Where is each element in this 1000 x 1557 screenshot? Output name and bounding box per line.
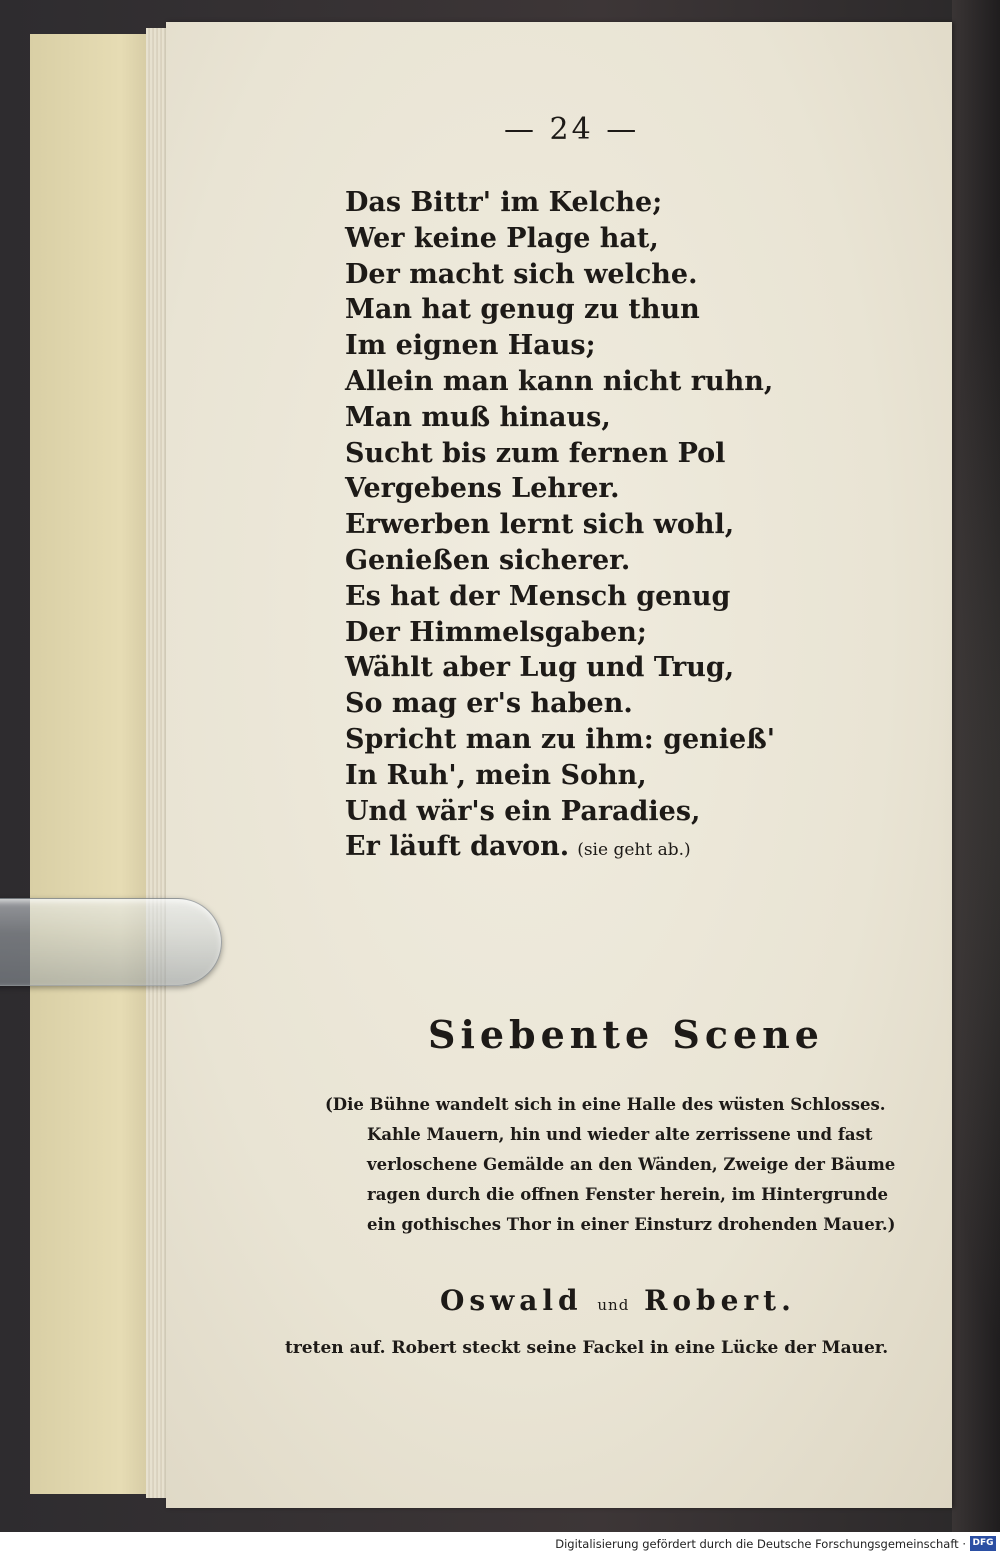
verse-line: Sucht bis zum fernen Pol	[345, 437, 726, 469]
verse-line: Vergebens Lehrer.	[345, 473, 620, 505]
verse-block	[345, 185, 775, 869]
funding-notice: Digitalisierung gefördert durch die Deutsche Forschungsgemeinschaft ·	[555, 1537, 966, 1551]
verse-line: Das Bittr' im Kelche;	[345, 187, 663, 218]
character-name: Oswald	[440, 1284, 583, 1317]
verse-line: Wählt aber Lug und Trug,	[345, 652, 735, 684]
verse-line: Der Himmelsgaben;	[345, 616, 647, 648]
verse-line: Allein man kann nicht ruhn,	[345, 365, 774, 397]
verse-line: Spricht man zu ihm: genieß'	[345, 723, 775, 755]
verse-line-text: Er läuft davon.	[345, 831, 570, 863]
page-number: — 24 —	[504, 112, 640, 147]
dfg-logo[interactable]: DFG	[970, 1536, 996, 1551]
show-through-bleed	[936, 222, 1000, 1372]
verse-line: Genießen sicherer.	[345, 544, 631, 576]
character-heading	[440, 1284, 796, 1317]
verse-line: Der macht sich welche.	[345, 258, 698, 290]
verse-line: Man hat genug zu thun	[345, 294, 700, 326]
character-name: Robert.	[644, 1284, 796, 1317]
stage-direction	[325, 1090, 895, 1240]
stage-direction-line: Kahle Mauern, hin und wieder alte zerrissene und fast	[367, 1125, 873, 1144]
verse-line: Es hat der Mensch genug	[345, 580, 731, 612]
stage-exit-note: (sie geht ab.)	[577, 840, 691, 861]
verse-line: Man muß hinaus,	[345, 401, 611, 433]
verse-line-last	[345, 829, 775, 869]
verse-line: Wer keine Plage hat,	[345, 222, 659, 254]
stage-direction-line: ein gothisches Thor in einer Einsturz drohenden Mauer.)	[367, 1215, 896, 1234]
facing-page-edge	[30, 34, 161, 1494]
page-holder-clip	[0, 898, 222, 986]
stage-direction-line: ragen durch die offnen Fenster herein, im Hintergrunde	[367, 1185, 888, 1204]
verse-line: Im eignen Haus;	[345, 330, 596, 362]
verse-line: In Ruh', mein Sohn,	[345, 759, 647, 791]
scene-title: Siebente Scene	[428, 1012, 824, 1057]
verse-line: So mag er's haben.	[345, 688, 633, 720]
entrance-line: treten auf. Robert steckt seine Fackel in eine Lücke der Mauer.	[285, 1338, 889, 1358]
verse-line: Erwerben lernt sich wohl,	[345, 509, 735, 541]
stage-direction-line: (Die Bühne wandelt sich in eine Halle des wüsten Schlosses.	[325, 1095, 886, 1114]
footer-bar	[0, 1532, 1000, 1557]
stage-direction-line: verloschene Gemälde an den Wänden, Zweige der Bäume	[367, 1155, 896, 1174]
character-conjunction: und	[597, 1296, 630, 1314]
verse-line: Und wär's ein Paradies,	[345, 795, 701, 827]
